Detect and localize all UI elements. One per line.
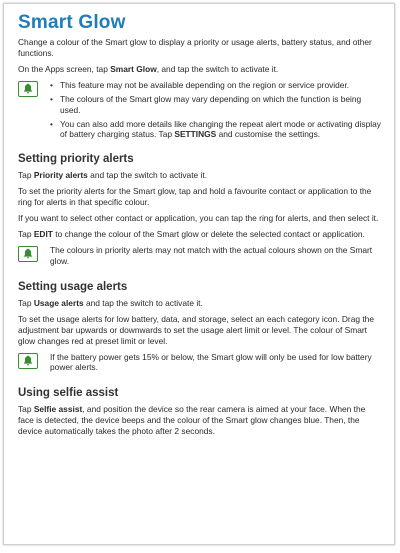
note-bullet: • You can also add more details like changing the repeat alert mode or activating display of battery charging status. Tap SETTINGS and customise the settings. [50,119,382,141]
sections [18,153,382,437]
bell-icon [18,246,38,262]
bell-icon [18,81,38,97]
note-text: The colours in priority alerts may not match with the actual colours shown on the Smart glow. [50,244,373,266]
ui-term: Priority alerts [33,170,88,181]
section-paragraph: If you want to select other contact or application, you can tap the ring for alerts, and then select it. [18,213,379,224]
section-heading: Setting usage alerts [18,280,128,293]
manual-page [3,3,395,545]
note-box [18,245,382,271]
note-bullet: • The colours of the Smart glow may vary depending on which the function is being used. [50,94,382,116]
note-box [18,352,382,378]
note-text: If the battery power gets 15% or below, the Smart glow will only be used for low battery power alerts. [50,351,372,373]
note-bullet-list [50,80,382,141]
page-title: Smart Glow [18,12,126,33]
section-paragraph: Tap Usage alerts and tap the switch to activate it. [18,297,203,308]
section-paragraph: To set the priority alerts for the Smart glow, tap and hold a favourite contact or application to the ring for alerts in that specific colour. [18,186,372,208]
section-heading: Using selfie assist [18,387,119,400]
ui-term: Smart Glow [110,63,157,74]
ui-term: Usage alerts [33,297,84,308]
section-paragraph: To set the usage alerts for low battery, data, and storage, select an each category icon. Drag the adjustment bar upwards or downwards to set the usage alert limit or level. The colour of Smart glow changes red at preset limit or level. [18,313,374,346]
ui-term: SETTINGS [174,129,217,140]
section-paragraph: Tap Selfie assist, and position the device so the rear camera is aimed at your face. When the face is detected, the device beeps and the colour of the Smart glow changes blue. Then, the device automatically takes the photo after 2 seconds. [18,404,366,437]
intro-note [18,80,382,144]
section-paragraph: Tap Priority alerts and tap the switch to activate it. [18,170,208,181]
section-paragraph: Tap EDIT to change the colour of the Smart glow or delete the selected contact or application. [18,229,365,240]
section-heading: Setting priority alerts [18,153,134,166]
intro-paragraph: Change a colour of the Smart glow to display a priority or usage alerts, battery status, and other functions. [18,37,372,58]
ui-term: EDIT [33,229,53,240]
bell-icon [18,353,38,369]
ui-term: Selfie assist [33,404,83,415]
intro-paragraph: On the Apps screen, tap Smart Glow, and tap the switch to activate it. [18,63,279,74]
note-bullet: • This feature may not be available depending on the region or service provider. [50,80,382,91]
intro-section [18,37,382,75]
